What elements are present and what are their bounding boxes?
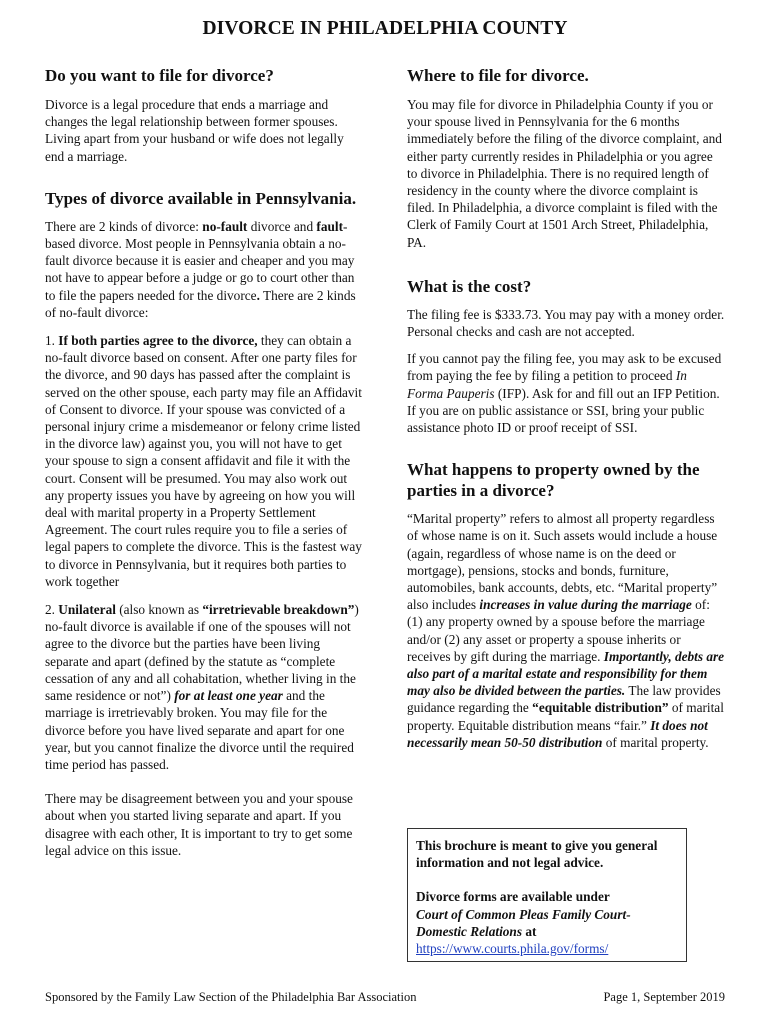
forms-link[interactable]: https://www.courts.phila.gov/forms/: [416, 941, 609, 957]
forms-court-text: Court of Common Pleas Family Court-Domestic Relations at: [416, 906, 631, 939]
info-box: [407, 828, 687, 962]
property-paragraph: “Marital property” refers to almost all property regardless of whose name is on it. Such assets would include a house (again, regardless of whose name is on the deed or mortgage), pensions, stocks and bonds, furniture, automobiles, bank accounts, debts, etc. “Marital property” also includes increases in value during the marriage of: (1) any property owned by a spouse before the marriage and/or (2) any asset or property a spouse inherits or receives by gift during the marriage. Importantly, debts are also part of a marital estate and responsibility for them may also be divided between the parties. The law provides guidance regarding the “equitable distribution” of marital property. Equitable distribution means “fair.” It does not necessarily mean 50-50 distribution of marital property.: [407, 511, 725, 750]
section-heading-cost: What is the cost?: [407, 276, 532, 296]
types-paragraph: There are 2 kinds of divorce: no-fault divorce and fault-based divorce. Most people in Pennsylvania obtain a no-fault divorce because it is easier and cheaper and you may not have to appear before a judge or go to court other than to file the papers needed for the divorce. There are 2 kinds of no-fault divorce:: [45, 218, 356, 320]
disagreement-paragraph: There may be disagreement between you and your spouse about when you started living separate and apart. If you disagree with each other, It is important to try to get some legal advice on this issue.: [45, 791, 353, 858]
section-text-file: Divorce is a legal procedure that ends a marriage and changes the legal relationship between former spouses. Living apart from your husband or wife does not legally end a marriage.: [45, 97, 344, 164]
section-heading-where: Where to file for divorce.: [407, 66, 589, 85]
section-heading-property: What happens to property owned by the parties in a divorce?: [407, 460, 700, 501]
page-title: DIVORCE IN PHILADELPHIA COUNTY: [202, 18, 568, 39]
cost-paragraph: The filing fee is $333.73. You may pay with a money order. Personal checks and cash are not accepted.: [407, 306, 725, 340]
consent-divorce-paragraph: 1. If both parties agree to the divorce, they can obtain a no-fault divorce based on consent. After one party files for the divorce, and 90 days has passed after the complaint is served on the other spouse, each party may file an Affidavit of Consent to divorce. If your spouse was convicted of a personal injury crime a misdemeanor or felony crime listed in the divorce law) against you, you will not have to get your spouse to sign a consent affidavit and file it with the court. Consent will be presumed. You may also work out any property issues you have by agreeing on how you will deal with marital property in a Property Settlement Agreement. The court rules require you to file a series of legal papers to complete the divorce. This is the fastest way to divorce in Pennsylvania, but it requires both parties to work together: [45, 333, 362, 589]
footer-sponsor: Sponsored by the Family Law Section of the Philadelphia Bar Association: [45, 990, 417, 1004]
section-heading-file: Do you want to file for divorce?: [45, 66, 274, 85]
forms-text: Divorce forms are available under: [416, 889, 610, 905]
where-paragraph: You may file for divorce in Philadelphia County if you or your spouse lived in Pennsylvania for the 6 months immediately before the filing of the divorce complaint, and either party currently resides in Philadelphia or you agree to divorce in Philadelphia. There is no required length of residency in the county where the divorce complaint is filed. In Philadelphia, a divorce complaint is filed with the Clerk of Family Court at 1501 Arch Street, Philadelphia, PA.: [407, 97, 722, 250]
unilateral-divorce-paragraph: 2. Unilateral (also known as “irretrievable breakdown”) no-fault divorce is available if one of the spouses will not agree to the divorce but the parties have been living separate and apart (defined by the statute as “complete cessation of any and all cohabitation, whether living in the same residence or not”) for at least one year and the marriage is irretrievably broken. You may file for the divorce before you have lived separate and apart for one year, but you cannot finalize the divorce until the required time period has passed.: [45, 602, 359, 772]
right-column: [407, 65, 725, 751]
ifp-paragraph: If you cannot pay the filing fee, you may ask to be excused from paying the fee by filing a petition to proceed In Forma Pauperis (IFP). Ask for and fill out an IFP Petition. If you are on public assistance or SSI, bring your public assistance photo ID or proof receipt of SSI.: [407, 351, 722, 436]
left-column: [45, 65, 363, 859]
disclaimer-text: This brochure is meant to give you general information and not legal advice.: [416, 838, 658, 871]
footer-page: Page 1, September 2019: [603, 990, 725, 1004]
section-heading-types: Types of divorce available in Pennsylvania.: [45, 188, 357, 208]
